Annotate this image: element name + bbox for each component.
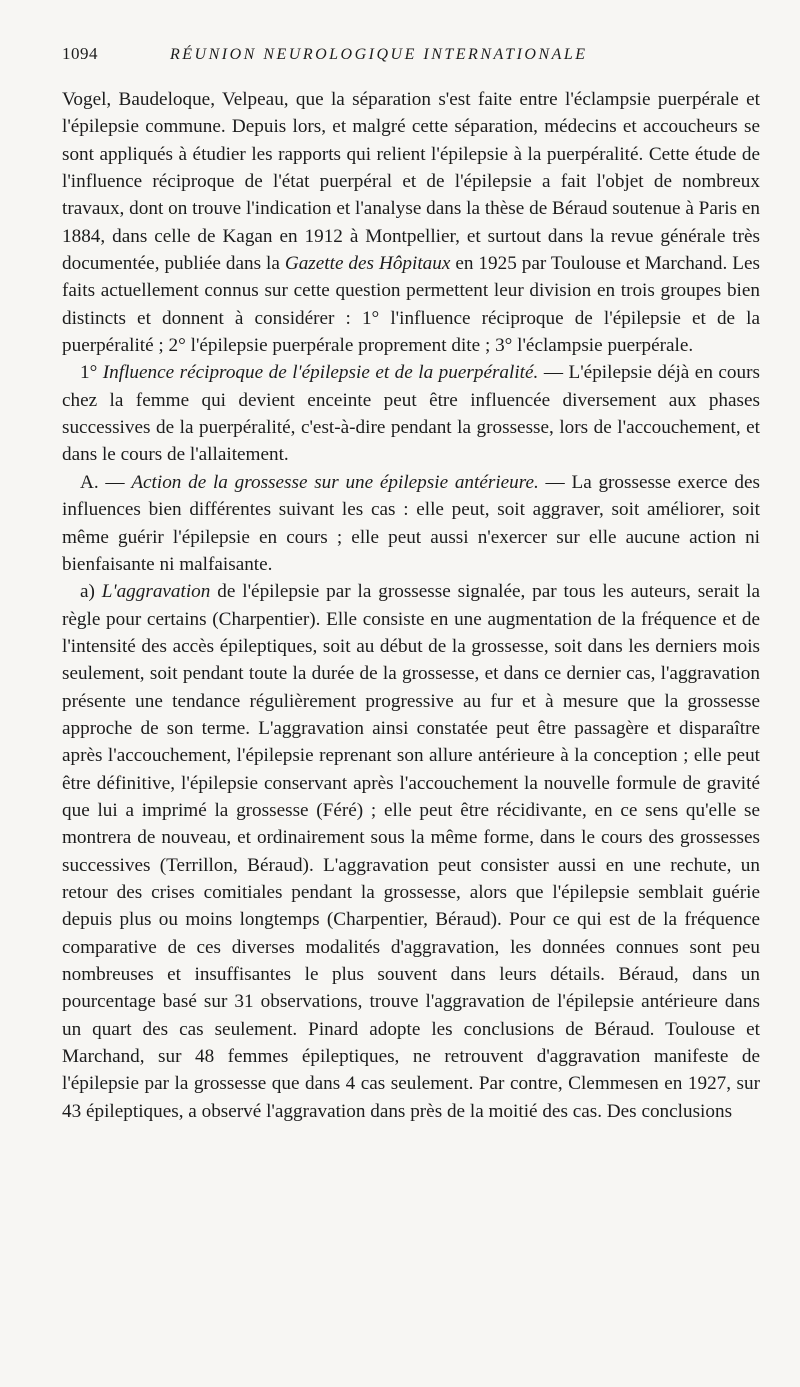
text-run: de l'épilepsie par la grossesse signalée, par tous les auteurs, serait la règle pour certains (Charpentier). Elle consiste en une augmentation de la fréquence et de l'intensité des accès épileptiques, soit au début de la grossesse, soit dans les derniers mois seulement, soit pendant toute la durée de la grossesse, et dans ce dernier cas, l'aggravation présente une tendance régulièrement progressive au fur et à mesure que la grossesse approche de son terme. L'aggravation ainsi constatée peut être passagère et disparaître après l'accouchement, l'épilepsie reprenant son allure antérieure à la conception ; elle peut être définitive, l'épilepsie conservant après l'accouchement la nouvelle formule de gravité que lui a imprimé la grossesse (Féré) ; elle peut être récidivante, en ce sens qu'elle se montrera de nouveau, et ordinairement sous la même forme, dans le cours des grossesses successives (Terrillon, Béraud). L'aggravation peut consister aussi en une rechute, un retour des crises comitiales pendant la grossesse, alors que l'épilepsie semblait guérie depuis plus ou moins longtemps (Charpentier, Béraud). Pour ce qui est de la fréquence comparative de ces diverses modalités d'aggravation, les données connues sont peu nombreuses et insuffisantes le plus souvent dans leurs détails. Béraud, dans un pourcentage basé sur 31 observations, trouve l'aggravation de l'épilepsie antérieure dans un quart des cas seulement. Pinard adopte les conclusions de Béraud. Toulouse et Marchand, sur 48 femmes épileptiques, ne retrouvent d'aggravation manifeste de l'épilepsie par la grossesse que dans 4 cas seulement. Par contre, Clemmesen en 1927, sur 43 épileptiques, a observé l'aggravation dans près de la moitié des cas. Des conclusions <box>62 581 761 1122</box>
body-text <box>62 86 760 1125</box>
text-run: en 1925 par Toulouse et Marchand. Les faits actuellement connus sur cette question permettent leur division en trois groupes bien distincts et donnent à considérer : 1° l'influence réciproque de l'épilepsie et de la puerpéralité ; 2° l'épilepsie puerpérale proprement dite ; 3° l'éclampsie puerpérale. <box>62 253 760 357</box>
text-run: a) <box>80 581 102 603</box>
text-run: 1° <box>80 362 103 384</box>
page-number: 1094 <box>62 44 98 63</box>
page-header <box>62 44 760 64</box>
italic-run: Gazette des Hôpitaux <box>284 253 451 275</box>
italic-run: Action de la grossesse sur une épilepsie antérieure. <box>131 471 539 493</box>
paragraph-intro <box>62 86 760 359</box>
text-run: A. — <box>80 471 132 493</box>
text-run: — L'épilepsie déjà en cours chez la femme qui devient enceinte peut être influencée diversement aux phases successives de la puerpéralité, c'est-à-dire pendant la grossesse, lors de l'accouchement, et dans le cours de l'allaitement. <box>62 362 760 466</box>
italic-run: Influence réciproque de l'épilepsie et de la puerpéralité. <box>102 362 539 384</box>
italic-run: L'aggravation <box>101 581 211 603</box>
running-title: RÉUNION NEUROLOGIQUE INTERNATIONALE <box>170 46 588 63</box>
paragraph-influence-reciproque <box>62 359 760 468</box>
text-run: Vogel, Baudeloque, Velpeau, que la séparation s'est faite entre l'éclampsie puerpérale et l'épilepsie commune. Depuis lors, et malgré cette séparation, médecins et accoucheurs se sont appliqués à étudier les rapports qui relient l'épilepsie à la puerpéralité. Cette étude de l'influence réciproque de l'état puerpéral et de l'épilepsie a fait l'objet de nombreux travaux, dont on trouve l'indication et l'analyse dans la thèse de Béraud soutenue à Paris en 1884, dans celle de Kagan en 1912 à Montpellier, et surtout dans la revue générale très documentée, publiée dans la <box>62 89 760 275</box>
paragraph-action-grossesse <box>62 469 760 578</box>
paragraph-aggravation <box>62 578 760 1125</box>
text-run: — La grossesse exerce des influences bien différentes suivant les cas : elle peut, soit aggraver, soit améliorer, soit même guérir l'épilepsie en cours ; elle peut aussi n'exercer sur elle aucune action ni bienfaisante ni malfaisante. <box>62 471 761 575</box>
